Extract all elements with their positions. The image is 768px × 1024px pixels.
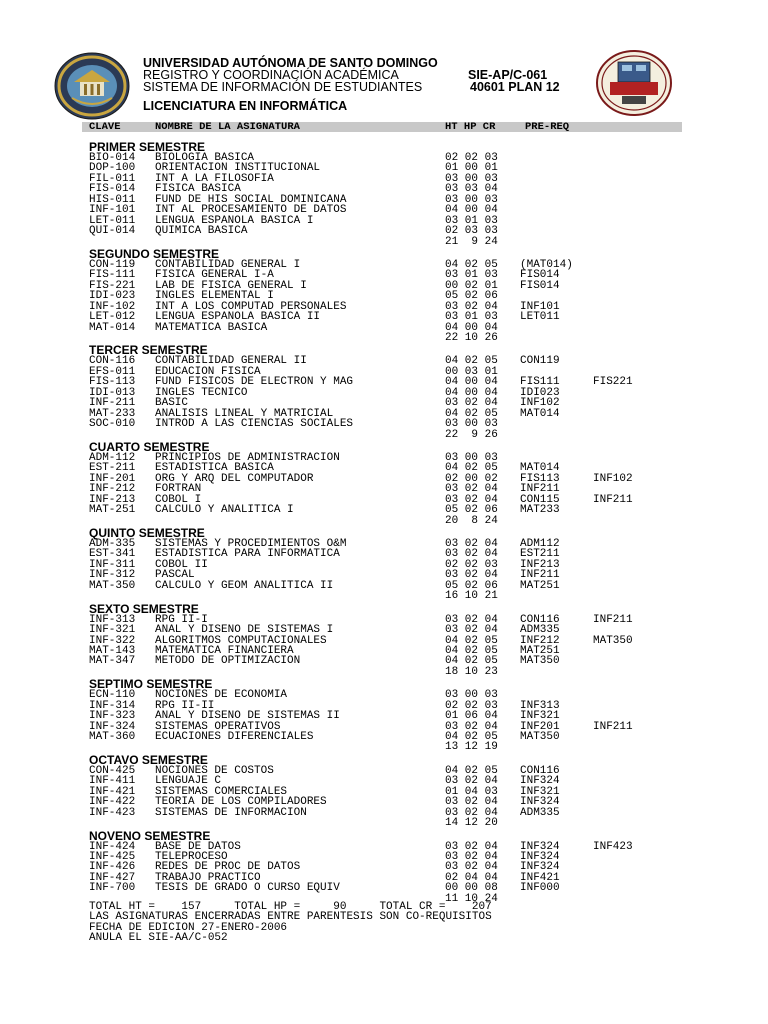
- course-name: ECUACIONES DIFERENCIALES: [155, 731, 314, 743]
- footer-totals-text: TOTAL HT = 157 TOTAL HP = 90 TOTAL CR = 207: [89, 901, 492, 913]
- course-hours: 01 06 04: [445, 710, 498, 723]
- column-header-bar: [82, 122, 682, 132]
- course-code: BIO-014: [89, 152, 136, 164]
- course-name: INT A LOS COMPUTAD PERSONALES: [155, 300, 347, 313]
- course-row: [89, 808, 689, 818]
- course-code: CON-425: [89, 764, 136, 777]
- course-prereq: LET011: [520, 311, 560, 324]
- course-name: FORTRAN: [155, 483, 202, 496]
- course-name: LENGUA ESPANOLA BASICA II: [155, 311, 321, 324]
- course-code: INF-424: [89, 840, 136, 853]
- course-hours: 04 00 04: [445, 321, 498, 334]
- course-code: MAT-233: [89, 407, 136, 420]
- course-hours: 03 02 04: [445, 493, 498, 506]
- course-code: CON-119: [89, 258, 136, 271]
- course-code: CON-116: [89, 355, 136, 368]
- course-name: COBOL I: [155, 493, 202, 506]
- course-code: INF-321: [89, 624, 136, 637]
- course-prereq: MAT014: [520, 462, 560, 475]
- course-code: INF-201: [89, 472, 136, 485]
- semester-totals: 18 10 23: [445, 665, 498, 678]
- course-code: INF-314: [89, 699, 136, 712]
- course-code: INF-425: [89, 850, 136, 863]
- course-prereq: ADM335: [520, 806, 560, 819]
- course-code: DOP-100: [89, 162, 136, 175]
- semester-block: [89, 679, 689, 753]
- course-name: LENGUAJE C: [155, 775, 222, 788]
- course-name: NOCIONES DE ECONOMIA: [155, 689, 288, 702]
- course-prereq: INF101: [520, 300, 560, 313]
- course-prereq: MAT014: [520, 407, 560, 420]
- course-hours: 04 02 05: [445, 258, 498, 271]
- course-hours: 03 00 03: [445, 193, 498, 206]
- course-prereq: INF000: [520, 882, 560, 895]
- course-code: INF-213: [89, 493, 136, 506]
- course-code: EST-341: [89, 548, 136, 561]
- course-code: MAT-014: [89, 321, 136, 334]
- course-name: METODO DE OPTIMIZACION: [155, 655, 301, 668]
- course-code: INF-700: [89, 882, 136, 895]
- semester-block: [89, 828, 689, 905]
- course-row: [89, 625, 689, 635]
- course-prereq: CON119: [520, 355, 560, 368]
- course-code: FIL-011: [89, 172, 136, 185]
- semester-block: [89, 601, 689, 678]
- course-hours: 01 04 03: [445, 785, 498, 798]
- course-prereq-2: INF423: [593, 840, 633, 853]
- course-hours: 03 00 03: [445, 418, 498, 431]
- course-code: MAT-350: [89, 579, 136, 592]
- semester-totals: 14 12 20: [445, 817, 498, 830]
- course-code: INF-323: [89, 710, 136, 723]
- course-hours: 03 02 04: [445, 861, 498, 874]
- semester-totals-row: [89, 237, 689, 247]
- semester-block: [89, 246, 689, 344]
- course-prereq: MAT350: [520, 731, 560, 743]
- course-code: LET-012: [89, 311, 136, 324]
- course-hours: 04 02 05: [445, 462, 498, 475]
- course-hours: 03 02 04: [445, 796, 498, 809]
- course-code: FIS-111: [89, 269, 136, 282]
- course-code: INF-423: [89, 806, 136, 819]
- course-name: RPG II-I: [155, 613, 208, 626]
- course-code: HIS-011: [89, 193, 136, 206]
- course-name: BIOLOGIA BASICA: [155, 152, 255, 164]
- course-name: PASCAL: [155, 569, 195, 582]
- course-prereq: INF421: [520, 871, 560, 884]
- course-hours: 04 02 05: [445, 731, 498, 743]
- university-name: UNIVERSIDAD AUTÓNOMA DE SANTO DOMINGO: [143, 56, 438, 70]
- semester-totals-row: [89, 516, 689, 526]
- course-name: NOCIONES DE COSTOS: [155, 764, 274, 777]
- course-hours: 03 02 04: [445, 483, 498, 496]
- course-hours: 02 00 02: [445, 472, 498, 485]
- semester-totals: 20 8 24: [445, 514, 498, 527]
- course-hours: 03 00 03: [445, 172, 498, 185]
- course-prereq: INF211: [520, 569, 560, 582]
- course-hours: 02 04 04: [445, 871, 498, 884]
- course-hours: 03 02 04: [445, 548, 498, 561]
- footer-annuls-text: ANULA EL SIE-AA/C-052: [89, 932, 228, 945]
- semester-title: SEXTO SEMESTRE: [89, 601, 199, 616]
- course-name: TEORIA DE LOS COMPILADORES: [155, 796, 327, 809]
- course-prereq: MAT350: [520, 655, 560, 668]
- semester-title: OCTAVO SEMESTRE: [89, 752, 208, 767]
- course-hours: 03 01 03: [445, 269, 498, 282]
- course-code: INF-324: [89, 720, 136, 733]
- course-code: INF-422: [89, 796, 136, 809]
- course-hours: 02 03 03: [445, 225, 498, 238]
- course-prereq: INF212: [520, 634, 560, 647]
- course-prereq-2: INF211: [593, 493, 633, 506]
- course-hours: 04 02 05: [445, 764, 498, 777]
- course-row: [89, 711, 689, 721]
- course-row: [89, 656, 689, 666]
- semester-title: QUINTO SEMESTRE: [89, 526, 205, 540]
- course-hours: 02 02 03: [445, 558, 498, 571]
- course-prereq: MAT251: [520, 579, 560, 592]
- course-name: INGLES ELEMENTAL I: [155, 290, 274, 303]
- course-code: IDI-013: [89, 386, 136, 399]
- semester-totals-row: [89, 667, 689, 677]
- course-code: MAT-251: [89, 504, 136, 517]
- course-name: BASE DE DATOS: [155, 840, 241, 853]
- course-name: ANAL Y DISENO DE SISTEMAS I: [155, 624, 334, 637]
- course-prereq: CON116: [520, 764, 560, 777]
- course-prereq: INF313: [520, 699, 560, 712]
- course-prereq-2: INF211: [593, 720, 633, 733]
- course-hours: 03 02 04: [445, 397, 498, 410]
- course-row: [89, 732, 689, 742]
- course-name: TRABAJO PRACTICO: [155, 871, 261, 884]
- course-code: INF-313: [89, 613, 136, 626]
- course-code: INF-427: [89, 871, 136, 884]
- course-name: TELEPROCESO: [155, 850, 228, 863]
- course-hours: 05 02 06: [445, 579, 498, 592]
- semester-totals: 22 9 26: [445, 428, 498, 441]
- course-prereq: MAT233: [520, 504, 560, 517]
- course-hours: 04 00 04: [445, 386, 498, 399]
- course-prereq-2: MAT350: [593, 634, 633, 647]
- course-code: MAT-360: [89, 731, 136, 743]
- course-hours: 03 02 04: [445, 624, 498, 637]
- semester-block: [89, 439, 689, 527]
- course-hours: 02 02 03: [445, 152, 498, 164]
- course-name: ORG Y ARQ DEL COMPUTADOR: [155, 472, 314, 485]
- course-row: [89, 581, 689, 591]
- course-code: INF-212: [89, 483, 136, 496]
- course-prereq: CON115: [520, 493, 560, 506]
- course-hours: 03 02 04: [445, 840, 498, 853]
- course-name: ANAL Y DISENO DE SISTEMAS II: [155, 710, 340, 723]
- course-name: CONTABILIDAD GENERAL I: [155, 258, 301, 271]
- course-name: MATEMATICA FINANCIERA: [155, 644, 294, 657]
- course-hours: 03 02 04: [445, 720, 498, 733]
- course-prereq-2: INF211: [593, 613, 633, 626]
- course-name: INGLES TECNICO: [155, 386, 248, 399]
- semester-title: CUARTO SEMESTRE: [89, 439, 210, 454]
- course-code: EFS-011: [89, 365, 136, 378]
- career-title: LICENCIATURA EN INFORMÁTICA: [143, 99, 348, 113]
- course-hours: 04 02 05: [445, 655, 498, 668]
- course-name: FISICA BASICA: [155, 183, 241, 196]
- course-code: FIS-014: [89, 183, 136, 196]
- course-name: COBOL II: [155, 558, 208, 571]
- course-code: ECN-110: [89, 689, 136, 702]
- university-seal-icon: [54, 52, 130, 120]
- course-code: LET-011: [89, 214, 136, 227]
- course-code: INF-102: [89, 300, 136, 313]
- course-name: BASIC: [155, 397, 189, 410]
- course-prereq: EST211: [520, 548, 560, 561]
- column-header-name: NOMBRE DE LA ASIGNATURA: [155, 121, 300, 133]
- semester-totals-row: [89, 818, 689, 828]
- course-prereq-2: INF102: [593, 472, 633, 485]
- semester-totals-row: [89, 333, 689, 343]
- course-hours: 03 02 04: [445, 300, 498, 313]
- course-hours: 03 01 03: [445, 311, 498, 324]
- office-name: REGISTRO Y COORDINACIÓN ACADÉMICA: [143, 68, 399, 82]
- course-code: INF-211: [89, 397, 136, 410]
- course-code: QUI-014: [89, 225, 136, 238]
- course-prereq: ADM335: [520, 624, 560, 637]
- footer-note-text: LAS ASIGNATURAS ENCERRADAS ENTRE PARENTESIS SON CO-REQUISITOS: [89, 911, 492, 924]
- course-hours: 03 02 04: [445, 569, 498, 582]
- course-name: TESIS DE GRADO O CURSO EQUIV: [155, 882, 340, 895]
- semester-totals: 16 10 21: [445, 590, 498, 603]
- course-name: CONTABILIDAD GENERAL II: [155, 355, 307, 368]
- semester-totals: 11 10 24: [445, 892, 498, 905]
- course-row: [89, 312, 689, 322]
- course-hours: 02 02 03: [445, 699, 498, 712]
- course-name: SISTEMAS OPERATIVOS: [155, 720, 281, 733]
- course-code: MAT-347: [89, 655, 136, 668]
- course-prereq: INF201: [520, 720, 560, 733]
- course-code: FIS-113: [89, 376, 136, 389]
- footer-edition-text: FECHA DE EDICION 27-ENERO-2006: [89, 921, 288, 934]
- course-code: IDI-023: [89, 290, 136, 303]
- course-code: EST-211: [89, 462, 136, 475]
- course-name: SISTEMAS COMERCIALES: [155, 785, 288, 798]
- course-code: INF-411: [89, 775, 136, 788]
- system-name: SISTEMA DE INFORMACIÓN DE ESTUDIANTES: [143, 80, 423, 94]
- course-name: INT A LA FILOSOFIA: [155, 172, 274, 185]
- course-prereq: INF324: [520, 861, 560, 874]
- course-row: [89, 419, 689, 429]
- course-hours: 04 02 05: [445, 407, 498, 420]
- course-prereq: CON116: [520, 613, 560, 626]
- course-code: INF-101: [89, 204, 136, 217]
- course-prereq: FIS111: [520, 376, 560, 389]
- semester-block: [89, 528, 689, 602]
- course-name: ESTADISTICA PARA INFORMATICA: [155, 548, 340, 561]
- course-code: INF-312: [89, 569, 136, 582]
- course-name: CALCULO Y GEOM ANALITICA II: [155, 579, 334, 592]
- course-prereq: INF324: [520, 775, 560, 788]
- semester-totals-row: [89, 430, 689, 440]
- course-hours: 03 02 04: [445, 613, 498, 626]
- course-code: FIS-221: [89, 279, 136, 292]
- course-code: INF-311: [89, 558, 136, 571]
- semester-totals-row: [89, 591, 689, 601]
- semester-title: TERCER SEMESTRE: [89, 343, 208, 358]
- course-hours: 00 00 08: [445, 882, 498, 895]
- semester-totals-row: [89, 742, 689, 752]
- course-prereq: INF213: [520, 558, 560, 571]
- course-name: ORIENTACION INSTITUCIONAL: [155, 162, 321, 175]
- course-hours: 01 00 01: [445, 162, 498, 175]
- semester-title: SEGUNDO SEMESTRE: [89, 246, 220, 261]
- semester-block: [89, 142, 689, 247]
- course-prereq: FIS113: [520, 472, 560, 485]
- course-name: ALGORITMOS COMPUTACIONALES: [155, 634, 327, 647]
- course-hours: 04 02 05: [445, 634, 498, 647]
- course-hours: 03 03 04: [445, 183, 498, 196]
- course-name: EDUCACION FISICA: [155, 365, 261, 378]
- course-prereq: INF211: [520, 483, 560, 496]
- course-hours: 03 02 04: [445, 806, 498, 819]
- course-name: FISICA GENERAL I-A: [155, 269, 274, 282]
- course-name: RPG II-II: [155, 699, 215, 712]
- semester-title: SEPTIMO SEMESTRE: [89, 677, 213, 692]
- course-name: FUND DE HIS SOCIAL DOMINICANA: [155, 193, 347, 206]
- study-plan: [89, 142, 689, 906]
- course-name: INT AL PROCESAMIENTO DE DATOS: [155, 204, 347, 217]
- semester-totals: 22 10 26: [445, 332, 498, 344]
- semester-title: PRIMER SEMESTRE: [89, 140, 206, 154]
- course-hours: 05 02 06: [445, 504, 498, 517]
- course-code: INF-322: [89, 634, 136, 647]
- course-row: [89, 323, 689, 333]
- course-hours: 04 02 05: [445, 644, 498, 657]
- course-hours: 04 00 04: [445, 204, 498, 217]
- course-hours: 03 00 03: [445, 451, 498, 464]
- course-prereq: MAT251: [520, 644, 560, 657]
- course-hours: 03 02 04: [445, 850, 498, 863]
- course-name: REDES DE PROC DE DATOS: [155, 861, 301, 874]
- course-code: MAT-143: [89, 644, 136, 657]
- course-name: SISTEMAS DE INFORMACION: [155, 806, 307, 819]
- course-prereq: INF324: [520, 840, 560, 853]
- course-prereq: ADM112: [520, 538, 560, 550]
- course-name: LENGUA ESPANOLA BASICA I: [155, 214, 314, 227]
- course-hours: 04 02 05: [445, 355, 498, 368]
- course-prereq: INF321: [520, 710, 560, 723]
- course-prereq: INF324: [520, 850, 560, 863]
- semester-totals: 21 9 24: [445, 235, 498, 248]
- course-code: INF-426: [89, 861, 136, 874]
- course-row: [89, 505, 689, 515]
- course-hours: 03 02 04: [445, 775, 498, 788]
- course-hours: 00 03 01: [445, 365, 498, 378]
- course-prereq: INF102: [520, 397, 560, 410]
- course-row: [89, 226, 689, 236]
- course-prereq: FIS014: [520, 269, 560, 282]
- course-row: [89, 883, 689, 893]
- course-hours: 00 02 01: [445, 279, 498, 292]
- course-name: SISTEMAS Y PROCEDIMIENTOS O&M: [155, 538, 347, 550]
- column-header-prereq: PRE-REQ: [525, 121, 570, 133]
- semester-title: NOVENO SEMESTRE: [89, 828, 211, 843]
- course-code: ADM-335: [89, 538, 136, 550]
- course-prereq-2: FIS221: [593, 376, 633, 389]
- course-prereq: (MAT014): [520, 258, 573, 271]
- course-hours: 03 02 04: [445, 538, 498, 550]
- plan-code: 40601 PLAN 12: [470, 80, 560, 94]
- course-prereq: FIS014: [520, 279, 560, 292]
- course-name: FUND FISICOS DE ELECTRON Y MAG: [155, 376, 354, 389]
- document-code: SIE-AP/C-061: [468, 68, 548, 82]
- course-code: INF-421: [89, 785, 136, 798]
- course-prereq: IDI023: [520, 386, 560, 399]
- course-prereq: INF324: [520, 796, 560, 809]
- course-name: LAB DE FISICA GENERAL I: [155, 279, 307, 292]
- faculty-seal-icon: [596, 50, 672, 116]
- semester-totals: 13 12 19: [445, 741, 498, 754]
- course-name: CALCULO Y ANALITICA I: [155, 504, 294, 517]
- column-header-hours: HT HP CR: [445, 121, 496, 133]
- course-hours: 05 02 06: [445, 290, 498, 303]
- course-name: MATEMATICA BASICA: [155, 321, 268, 334]
- course-hours: 03 01 03: [445, 214, 498, 227]
- course-hours: 03 00 03: [445, 689, 498, 702]
- course-code: SOC-010: [89, 418, 136, 431]
- course-hours: 04 00 04: [445, 376, 498, 389]
- course-name: ANALISIS LINEAL Y MATRICIAL: [155, 407, 334, 420]
- course-name: PRINCIPIOS DE ADMINISTRACION: [155, 451, 340, 464]
- course-code: ADM-112: [89, 451, 136, 464]
- course-name: ESTADISTICA BASICA: [155, 462, 274, 475]
- semester-block: [89, 752, 689, 830]
- course-prereq: INF321: [520, 785, 560, 798]
- course-name: INTROD A LAS CIENCIAS SOCIALES: [155, 418, 354, 431]
- course-name: QUIMICA BASICA: [155, 225, 248, 238]
- semester-block: [89, 345, 689, 440]
- column-header-code: CLAVE: [89, 121, 121, 133]
